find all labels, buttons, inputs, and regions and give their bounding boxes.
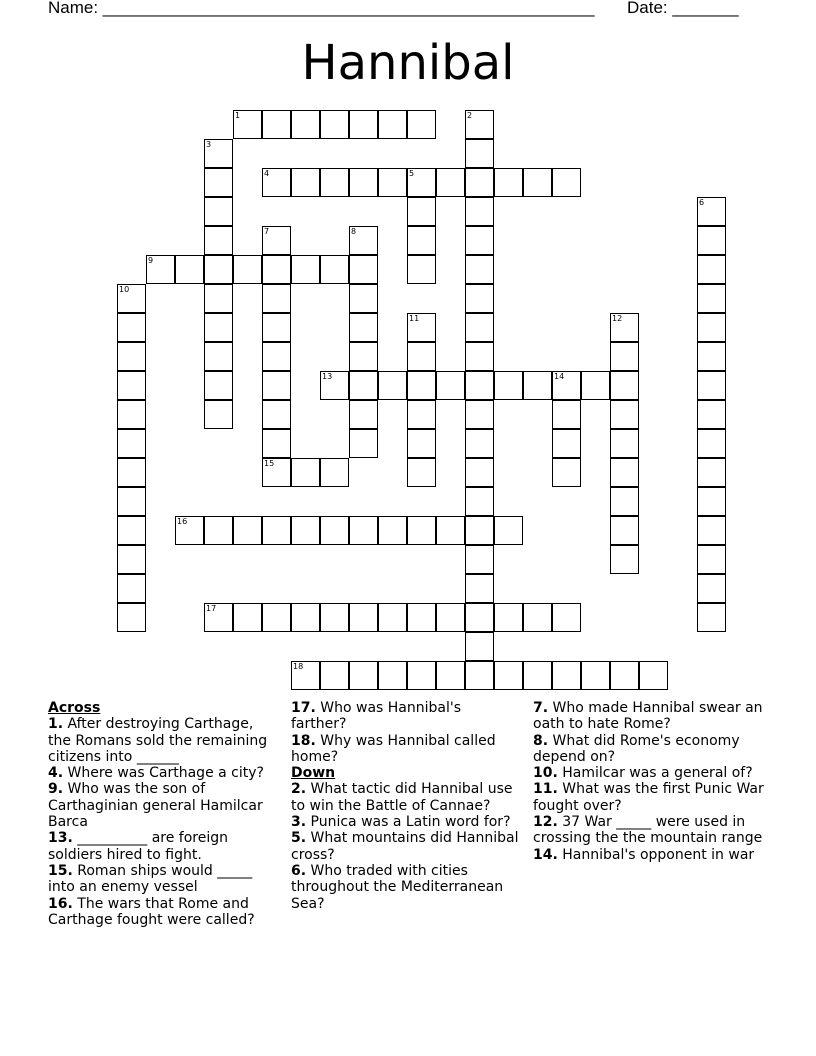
clue-down-12: [533, 814, 773, 847]
grid-cell[interactable]: [117, 487, 146, 516]
grid-cell[interactable]: [697, 545, 726, 574]
grid-cell[interactable]: [436, 168, 465, 197]
grid-cell[interactable]: [233, 110, 262, 139]
clue-down-3: [291, 814, 519, 830]
clue-number: 2.: [291, 781, 307, 798]
grid-cell[interactable]: [465, 661, 494, 690]
grid-cell[interactable]: [407, 603, 436, 632]
clue-across-17: [291, 700, 519, 733]
grid-cell[interactable]: [465, 139, 494, 168]
grid-cell[interactable]: [175, 255, 204, 284]
grid-cell[interactable]: [117, 400, 146, 429]
clue-number-label: 11: [409, 314, 420, 323]
grid-cell[interactable]: [697, 197, 726, 226]
clue-down-5: [291, 830, 519, 863]
grid-cell[interactable]: [552, 661, 581, 690]
grid-cell[interactable]: [610, 487, 639, 516]
grid-cell[interactable]: [465, 197, 494, 226]
clue-down-11: [533, 781, 773, 814]
grid-cell[interactable]: [291, 603, 320, 632]
grid-cell[interactable]: [349, 284, 378, 313]
grid-cell[interactable]: [697, 603, 726, 632]
grid-cell[interactable]: [349, 400, 378, 429]
grid-cell[interactable]: [465, 226, 494, 255]
grid-cell[interactable]: [262, 284, 291, 313]
clue-number-label: 6: [699, 198, 705, 207]
grid-cell[interactable]: [552, 168, 581, 197]
grid-cell[interactable]: [552, 458, 581, 487]
grid-cell[interactable]: [465, 458, 494, 487]
grid-cell[interactable]: [349, 603, 378, 632]
grid-cell[interactable]: [581, 371, 610, 400]
grid-cell[interactable]: [378, 110, 407, 139]
grid-cell[interactable]: [697, 313, 726, 342]
grid-cell[interactable]: [262, 342, 291, 371]
grid-cell[interactable]: [262, 226, 291, 255]
clue-number-label: 17: [206, 604, 217, 613]
grid-cell[interactable]: [552, 429, 581, 458]
grid-cell[interactable]: [262, 603, 291, 632]
clue-text: Punica was a Latin word for?: [306, 814, 511, 831]
grid-cell[interactable]: [407, 371, 436, 400]
grid-cell[interactable]: [204, 400, 233, 429]
grid-cell[interactable]: [349, 255, 378, 284]
grid-cell[interactable]: [204, 255, 233, 284]
grid-cell[interactable]: [697, 255, 726, 284]
grid-cell[interactable]: [610, 516, 639, 545]
clue-number: 10.: [533, 765, 558, 782]
date-field[interactable]: Date: _______: [627, 0, 739, 17]
clue-text: Who was Hannibal's farther?: [291, 700, 462, 733]
clue-down-10: [533, 765, 773, 781]
grid-cell[interactable]: [581, 661, 610, 690]
grid-cell[interactable]: [349, 661, 378, 690]
grid-cell[interactable]: [407, 429, 436, 458]
clue-across-13: [48, 830, 276, 863]
grid-cell[interactable]: [262, 313, 291, 342]
grid-cell[interactable]: [349, 168, 378, 197]
grid-cell[interactable]: [117, 342, 146, 371]
clue-text: Who made Hannibal swear an oath to hate Rome?: [533, 700, 763, 733]
grid-cell[interactable]: [610, 458, 639, 487]
clue-number-label: 7: [264, 227, 270, 236]
grid-cell[interactable]: [552, 400, 581, 429]
grid-cell[interactable]: [378, 661, 407, 690]
grid-cell[interactable]: [407, 313, 436, 342]
clue-number: 15.: [48, 862, 73, 879]
grid-cell[interactable]: [117, 545, 146, 574]
grid-cell[interactable]: [262, 429, 291, 458]
grid-cell[interactable]: [117, 284, 146, 313]
grid-cell[interactable]: [465, 516, 494, 545]
grid-cell[interactable]: [320, 371, 349, 400]
clue-text: Why was Hannibal called home?: [291, 732, 496, 765]
grid-cell[interactable]: [320, 168, 349, 197]
grid-cell[interactable]: [320, 458, 349, 487]
grid-cell[interactable]: [262, 168, 291, 197]
clue-down-14: [533, 847, 773, 863]
clue-down-2: [291, 781, 519, 814]
grid-cell[interactable]: [610, 313, 639, 342]
grid-cell[interactable]: [697, 284, 726, 313]
grid-cell[interactable]: [291, 255, 320, 284]
grid-cell[interactable]: [349, 516, 378, 545]
clue-number-label: 2: [467, 111, 473, 120]
clue-number: 8.: [533, 732, 549, 749]
grid-cell[interactable]: [697, 516, 726, 545]
clue-number-label: 8: [351, 227, 357, 236]
clue-text: What tactic did Hannibal use to win the Battle of Cannae?: [291, 781, 513, 814]
grid-cell[interactable]: [117, 458, 146, 487]
clue-number-label: 16: [177, 517, 188, 526]
grid-cell[interactable]: [465, 400, 494, 429]
clue-text: Who was the son of Carthaginian general Hamilcar Barca: [48, 781, 263, 831]
clue-number-label: 1: [235, 111, 241, 120]
grid-cell[interactable]: [291, 661, 320, 690]
clue-column-1: [48, 700, 276, 928]
puzzle-title: Hannibal: [301, 35, 515, 91]
clue-number-label: 10: [119, 285, 130, 294]
grid-cell[interactable]: [407, 661, 436, 690]
clue-text: __________ are foreign soldiers hired to fight.: [48, 830, 229, 863]
grid-cell[interactable]: [378, 603, 407, 632]
clue-number-label: 14: [554, 372, 565, 381]
clue-text: The wars that Rome and Carthage fought were called?: [48, 895, 255, 928]
clue-text: Hamilcar was a general of?: [557, 765, 753, 782]
grid-cell[interactable]: [204, 168, 233, 197]
grid-cell[interactable]: [407, 226, 436, 255]
clue-number: 3.: [291, 814, 307, 831]
grid-cell[interactable]: [378, 371, 407, 400]
clue-down-6: [291, 863, 519, 912]
clue-number-label: 15: [264, 459, 275, 468]
grid-cell[interactable]: [465, 255, 494, 284]
grid-cell[interactable]: [465, 632, 494, 661]
grid-cell[interactable]: [697, 574, 726, 603]
clue-number-label: 18: [293, 662, 304, 671]
clue-number: 13.: [48, 830, 73, 847]
clue-number-label: 9: [148, 256, 154, 265]
grid-cell[interactable]: [465, 603, 494, 632]
clue-column-2: [291, 700, 519, 912]
grid-cell[interactable]: [320, 516, 349, 545]
grid-cell[interactable]: [146, 255, 175, 284]
clue-text: What was the first Punic War fought over?: [533, 781, 764, 814]
grid-cell[interactable]: [697, 487, 726, 516]
name-field[interactable]: Name: ____________________________________________________: [48, 0, 595, 17]
grid-cell[interactable]: [117, 516, 146, 545]
grid-cell[interactable]: [610, 661, 639, 690]
grid-cell[interactable]: [465, 168, 494, 197]
down-heading: Down: [291, 765, 336, 782]
grid-cell[interactable]: [407, 110, 436, 139]
grid-cell[interactable]: [465, 313, 494, 342]
grid-cell[interactable]: [465, 574, 494, 603]
grid-cell[interactable]: [320, 255, 349, 284]
grid-cell[interactable]: [639, 661, 668, 690]
grid-cell[interactable]: [436, 371, 465, 400]
clue-number-label: 13: [322, 372, 333, 381]
grid-cell[interactable]: [610, 545, 639, 574]
clue-number: 11.: [533, 781, 558, 798]
grid-cell[interactable]: [436, 516, 465, 545]
grid-cell[interactable]: [204, 226, 233, 255]
grid-cell[interactable]: [291, 516, 320, 545]
grid-cell[interactable]: [610, 342, 639, 371]
grid-cell[interactable]: [407, 516, 436, 545]
grid-cell[interactable]: [407, 168, 436, 197]
grid-cell[interactable]: [465, 371, 494, 400]
grid-cell[interactable]: [378, 168, 407, 197]
grid-cell[interactable]: [697, 371, 726, 400]
grid-cell[interactable]: [407, 197, 436, 226]
grid-cell[interactable]: [204, 197, 233, 226]
grid-cell[interactable]: [523, 371, 552, 400]
clue-number: 16.: [48, 895, 73, 912]
clue-text: Roman ships would _____ into an enemy vessel: [48, 862, 253, 896]
grid-cell[interactable]: [697, 226, 726, 255]
grid-cell[interactable]: [465, 487, 494, 516]
grid-cell[interactable]: [407, 342, 436, 371]
grid-cell[interactable]: [117, 603, 146, 632]
clue-across-18: [291, 733, 519, 766]
clue-across-15: [48, 863, 276, 896]
grid-cell[interactable]: [262, 255, 291, 284]
grid-cell[interactable]: [320, 603, 349, 632]
clue-down-8: [533, 733, 773, 766]
clue-across-9: [48, 781, 276, 830]
grid-cell[interactable]: [349, 342, 378, 371]
clue-across-16: [48, 896, 276, 929]
grid-cell[interactable]: [117, 574, 146, 603]
clue-number-label: 3: [206, 140, 212, 149]
clue-number: 17.: [291, 700, 316, 716]
grid-cell[interactable]: [523, 661, 552, 690]
clue-number: 5.: [291, 830, 307, 847]
grid-cell[interactable]: [320, 661, 349, 690]
grid-cell[interactable]: [436, 661, 465, 690]
clue-number-label: 12: [612, 314, 623, 323]
grid-cell[interactable]: [204, 371, 233, 400]
grid-cell[interactable]: [291, 458, 320, 487]
grid-cell[interactable]: [697, 458, 726, 487]
grid-cell[interactable]: [233, 603, 262, 632]
grid-cell[interactable]: [349, 371, 378, 400]
clue-text: Hannibal's opponent in war: [557, 846, 755, 863]
grid-cell[interactable]: [117, 313, 146, 342]
clue-number: 18.: [291, 732, 316, 749]
grid-cell[interactable]: [610, 400, 639, 429]
grid-cell[interactable]: [523, 603, 552, 632]
clue-text: What did Rome's economy depend on?: [533, 732, 740, 765]
grid-cell[interactable]: [291, 168, 320, 197]
grid-cell[interactable]: [262, 110, 291, 139]
grid-cell[interactable]: [697, 400, 726, 429]
clue-across-1: [48, 716, 276, 765]
grid-cell[interactable]: [697, 342, 726, 371]
clue-text: After destroying Carthage, the Romans sold the remaining citizens into ______: [48, 716, 268, 765]
grid-cell[interactable]: [349, 110, 378, 139]
grid-cell[interactable]: [204, 342, 233, 371]
grid-cell[interactable]: [494, 371, 523, 400]
grid-cell[interactable]: [407, 255, 436, 284]
grid-cell[interactable]: [175, 516, 204, 545]
clue-number: 9.: [48, 781, 64, 798]
grid-cell[interactable]: [407, 400, 436, 429]
clue-across-4: [48, 765, 276, 781]
clue-down-7: [533, 700, 773, 733]
clue-column-3: [533, 700, 773, 863]
grid-cell[interactable]: [465, 284, 494, 313]
grid-cell[interactable]: [378, 516, 407, 545]
grid-cell[interactable]: [117, 429, 146, 458]
grid-cell[interactable]: [494, 516, 523, 545]
grid-cell[interactable]: [204, 284, 233, 313]
grid-cell[interactable]: [465, 342, 494, 371]
clue-text: Where was Carthage a city?: [63, 765, 264, 782]
clue-number: 14.: [533, 846, 558, 863]
clue-number: 12.: [533, 814, 558, 831]
grid-cell[interactable]: [262, 516, 291, 545]
grid-cell[interactable]: [320, 110, 349, 139]
clue-text: 37 War _____ were used in crossing the the mountain range: [533, 814, 763, 847]
clue-number-label: 4: [264, 169, 270, 178]
clue-number: 7.: [533, 700, 549, 716]
clue-number: 1.: [48, 716, 64, 733]
clue-text: Who traded with cities throughout the Mediterranean Sea?: [291, 862, 504, 912]
grid-cell[interactable]: [233, 255, 262, 284]
grid-cell[interactable]: [349, 313, 378, 342]
grid-cell[interactable]: [494, 168, 523, 197]
grid-cell[interactable]: [262, 458, 291, 487]
grid-cell[interactable]: [436, 603, 465, 632]
clue-number: 6.: [291, 862, 307, 879]
grid-cell[interactable]: [204, 313, 233, 342]
grid-cell[interactable]: [233, 516, 262, 545]
clue-number-label: 5: [409, 169, 415, 178]
grid-cell[interactable]: [204, 139, 233, 168]
grid-cell[interactable]: [552, 603, 581, 632]
grid-cell[interactable]: [291, 110, 320, 139]
grid-cell[interactable]: [697, 429, 726, 458]
clue-text: What mountains did Hannibal cross?: [291, 830, 519, 863]
grid-cell[interactable]: [407, 458, 436, 487]
grid-cell[interactable]: [465, 429, 494, 458]
across-heading: Across: [48, 700, 101, 716]
grid-cell[interactable]: [523, 168, 552, 197]
grid-cell[interactable]: [204, 603, 233, 632]
grid-cell[interactable]: [610, 429, 639, 458]
grid-cell[interactable]: [204, 516, 233, 545]
grid-cell[interactable]: [494, 661, 523, 690]
grid-cell[interactable]: [552, 371, 581, 400]
grid-cell[interactable]: [494, 603, 523, 632]
grid-cell[interactable]: [610, 371, 639, 400]
grid-cell[interactable]: [349, 226, 378, 255]
grid-cell[interactable]: [349, 429, 378, 458]
clue-number: 4.: [48, 765, 64, 782]
grid-cell[interactable]: [262, 371, 291, 400]
grid-cell[interactable]: [262, 400, 291, 429]
grid-cell[interactable]: [465, 545, 494, 574]
grid-cell[interactable]: [117, 371, 146, 400]
grid-cell[interactable]: [465, 110, 494, 139]
